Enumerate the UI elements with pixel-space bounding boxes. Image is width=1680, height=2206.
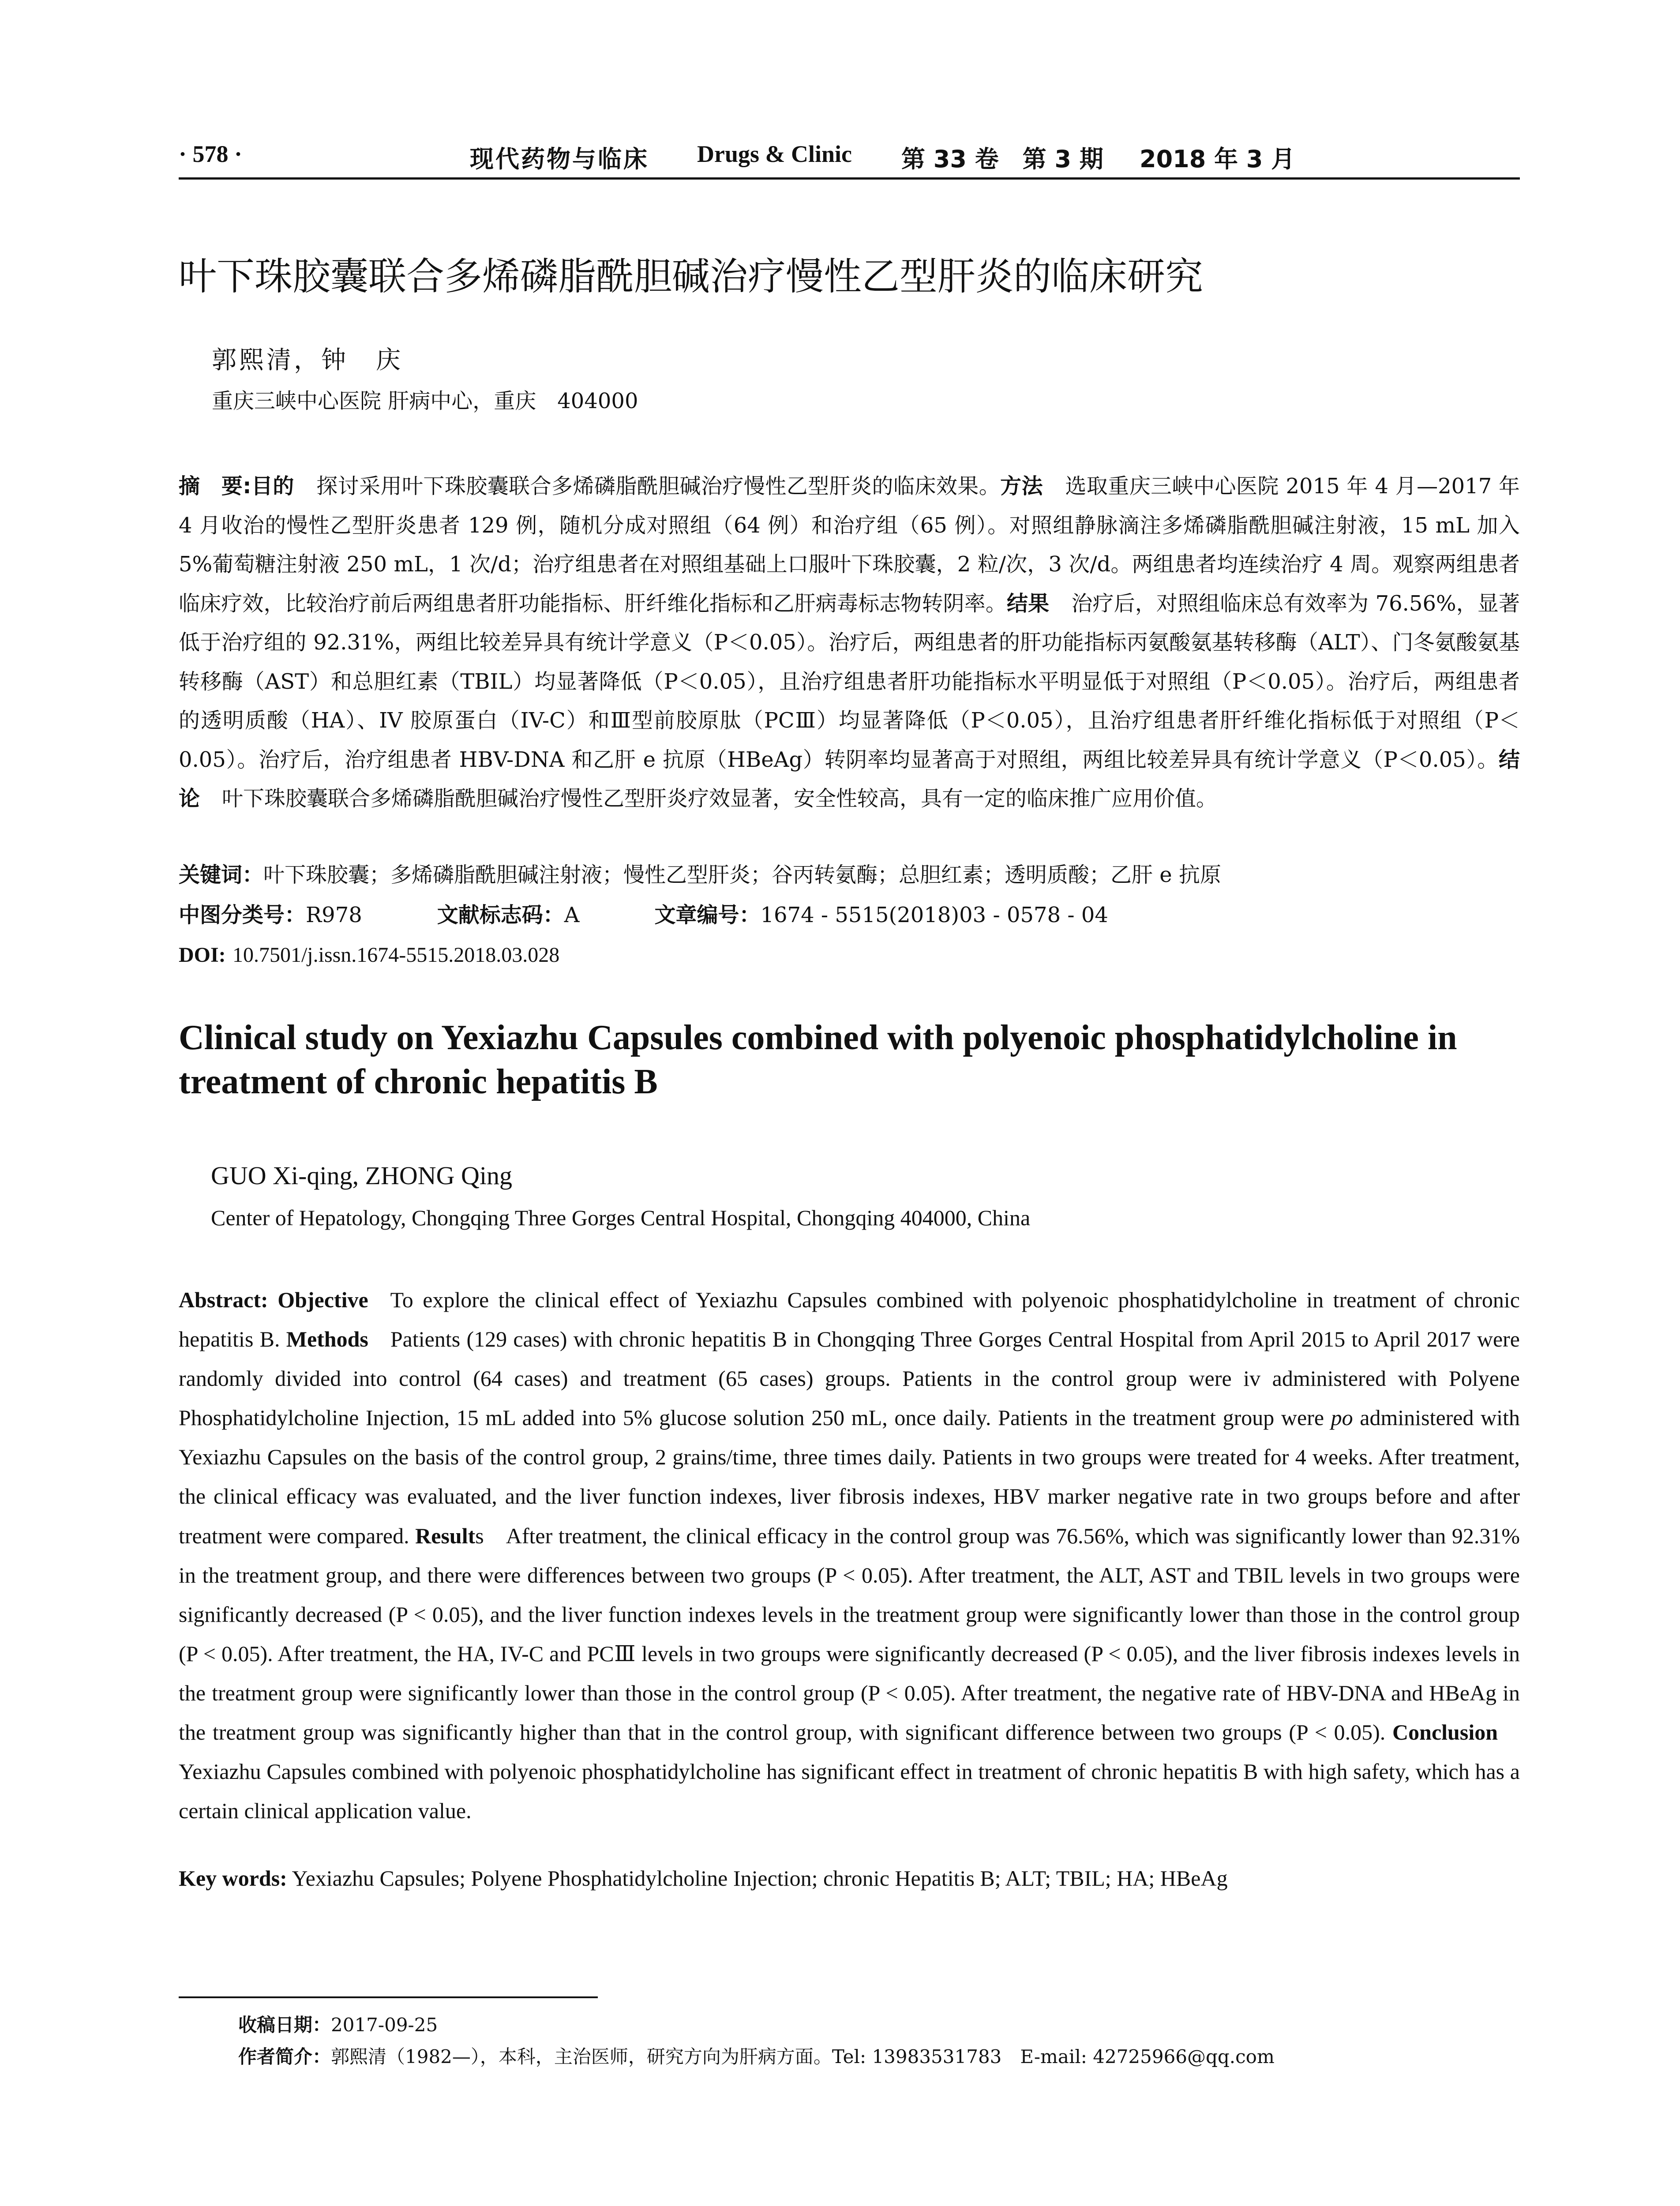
affiliation-cn: 重庆三峡中心医院 肝病中心，重庆 404000 — [212, 389, 638, 413]
author-bio-label: 作者简介： — [238, 2046, 331, 2067]
results-label-cn: 结果 — [1007, 591, 1050, 616]
journal-name-en: Drugs & Clinic — [697, 141, 852, 167]
methods-label-cn: 方法 — [1000, 474, 1043, 499]
abstract-en — [179, 1280, 1520, 1831]
footnote-rule — [179, 1996, 598, 1998]
doi-label: DOI: — [179, 943, 226, 967]
abstract-cn — [179, 467, 1520, 818]
methods-label-en: Methods — [286, 1327, 368, 1352]
keywords-label-en: Key words: — [179, 1866, 287, 1891]
running-header — [179, 140, 1520, 176]
received-label: 收稿日期： — [238, 2014, 331, 2036]
conclusion-label-cn: 结论 — [179, 747, 1520, 811]
methods-text-en-2: administered with Yexiazhu Capsules on the basis of the control group, 2 grains/time, three times daily. Patients in two groups were treated for 4 weeks. After treatment, the clinical efficacy was evaluated, and the liver function indexes, liver fibrosis indexes, HBV marker negative rate in two groups before and after treatment were compared. — [179, 1405, 1520, 1548]
objective-text-cn: 探讨采用叶下珠胶囊联合多烯磷脂酰胆碱治疗慢性乙型肝炎的临床效果。 — [316, 474, 1001, 499]
keywords-text-cn: 叶下珠胶囊；多烯磷脂酰胆碱注射液；慢性乙型肝炎；谷丙转氨酶；总胆红素；透明质酸；乙肝 e 抗原 — [263, 863, 1221, 887]
received-value: 2017-09-25 — [331, 2014, 438, 2036]
classification-line — [179, 898, 1108, 932]
issue-date: 2018 年 3 月 — [1140, 145, 1295, 173]
methods-text-cn: 选取重庆三峡中心医院 2015 年 4 月—2017 年 4 月收治的慢性乙型肝炎患者 129 例，随机分成对照组（64 例）和治疗组（65 例）。对照组静脉滴注多烯磷脂酰胆碱注射液，15 mL 加入 5%葡萄糖注射液 250 mL，1 次/d；治疗组患者在对照组基础上口服叶下珠胶囊，2 粒/次，3 次/d。两组患者均连续治疗 4 周。观察两组患者临床疗效，比较治疗前后两组患者肝功能指标、肝纤维化指标和乙肝病毒标志物转阴率。 — [179, 474, 1520, 616]
conclusion-text-en: Yexiazhu Capsules combined with polyenoic phosphatidylcholine has significant effect in treatment of chronic hepatitis B with high safety, which has a certain clinical application value. — [179, 1759, 1520, 1823]
clc-label: 中图分类号： — [179, 903, 306, 927]
conclusion-label-en: Conclusion — [1392, 1720, 1498, 1745]
authors-en: GUO Xi-qing, ZHONG Qing — [211, 1161, 513, 1190]
authors-cn: 郭熙清，钟 庆 — [212, 346, 403, 375]
page-number: · 578 · — [179, 141, 243, 167]
doi-value: 10.7501/j.issn.1674-5515.2018.03.028 — [232, 943, 560, 967]
article-title-cn: 叶下珠胶囊联合多烯磷脂酰胆碱治疗慢性乙型肝炎的临床研究 — [179, 255, 1203, 299]
results-text-cn: 治疗后，对照组临床总有效率为 76.56%，显著低于治疗组的 92.31%，两组比较差异具有统计学意义（P＜0.05）。治疗后，两组患者的肝功能指标丙氨酸氨基转移酶（ALT）、门冬氨酸氨基转移酶（AST）和总胆红素（TBIL）均显著降低（P＜0.05），且治疗组患者肝功能指标水平明显低于对照组（P＜0.05）。治疗后，两组患者的透明质酸（HA）、IV 胶原蛋白（IV-C）和Ⅲ型前胶原肽（PCⅢ）均显著降低（P＜0.05），且治疗组患者肝纤维化指标低于对照组（P＜0.05）。治疗后，治疗组患者 HBV-DNA 和乙肝 e 抗原（HBeAg）转阴率均显著高于对照组，两组比较差异具有统计学意义（P＜0.05）。 — [179, 591, 1520, 772]
article-number-label: 文章编号： — [654, 903, 761, 927]
volume-issue: 第 33 卷 第 3 期 — [901, 145, 1103, 173]
keywords-en — [179, 1863, 1520, 1894]
article-title-en: Clinical study on Yexiazhu Capsules combined with polyenoic phosphatidylcholine in treatment of chronic hepatitis B — [179, 1018, 1457, 1101]
keywords-cn — [179, 858, 1221, 892]
clc-value: R978 — [306, 903, 362, 927]
methods-po: po — [1331, 1405, 1353, 1430]
objective-label-cn: 目的 — [251, 474, 294, 499]
keywords-label-cn: 关键词： — [179, 863, 264, 887]
keywords-text-en: Yexiazhu Capsules; Polyene Phosphatidylcholine Injection; chronic Hepatitis B; ALT; TBIL; HA; HBeAg — [292, 1866, 1228, 1891]
journal-name-cn: 现代药物与临床 — [470, 145, 649, 173]
doi-line — [179, 938, 559, 972]
conclusion-text-cn: 叶下珠胶囊联合多烯磷脂酰胆碱治疗慢性乙型肝炎疗效显著，安全性较高，具有一定的临床推广应用价值。 — [222, 786, 1218, 811]
author-bio-text: 郭熙清（1982—），本科，主治医师，研究方向为肝病方面。Tel: 13983531783 E-mail: 42725966@qq.com — [331, 2046, 1275, 2067]
author-bio-line — [238, 2044, 1275, 2070]
results-text-en: After treatment, the clinical efficacy in the control group was 76.56%, which was significantly lower than 92.31% in the treatment group, and there were differences between two groups (P < 0.05). After treatment, the ALT, AST and TBIL levels in two groups were significantly decreased (P < 0.05), and the liver function indexes levels in the treatment group were significantly lower than those in the control group (P < 0.05). After treatment, the HA, IV-C and PCⅢ levels in two groups were significantly decreased (P < 0.05), and the liver fibrosis indexes levels in the treatment group were significantly lower than those in the control group (P < 0.05). After treatment, the negative rate of HBV-DNA and HBeAg in the treatment group was significantly higher than that in the control group, with significant difference between two groups (P < 0.05). — [179, 1523, 1520, 1745]
objective-text-en: To explore the clinical effect of Yexiazhu Capsules combined with polyenoic phosphatidylcholine in treatment of chronic hepatitis B. — [179, 1287, 1520, 1352]
methods-text-en-1: Patients (129 cases) with chronic hepatitis B in Chongqing Three Gorges Central Hospital from April 2015 to April 2017 were randomly divided into control (64 cases) and treatment (65 cases) groups. Patients in the control group were iv administered with Polyene Phosphatidylcholine Injection, 15 mL added into 5% glucose solution 250 mL, once daily. Patients in the treatment group were — [179, 1327, 1520, 1430]
affiliation-en: Center of Hepatology, Chongqing Three Gorges Central Hospital, Chongqing 404000, China — [211, 1205, 1031, 1230]
abstract-cn-heading: 摘 要: — [179, 474, 251, 499]
results-label-en: Result — [415, 1523, 476, 1548]
received-date-line — [238, 2012, 438, 2038]
header-rule — [179, 177, 1520, 180]
abstract-en-heading: Abstract: Objective — [179, 1287, 368, 1312]
doc-code-label: 文献标志码： — [437, 903, 564, 927]
results-label-en-s: s — [475, 1523, 484, 1548]
article-number-value: 1674 - 5515(2018)03 - 0578 - 04 — [760, 903, 1108, 927]
doc-code-value: A — [564, 903, 580, 927]
